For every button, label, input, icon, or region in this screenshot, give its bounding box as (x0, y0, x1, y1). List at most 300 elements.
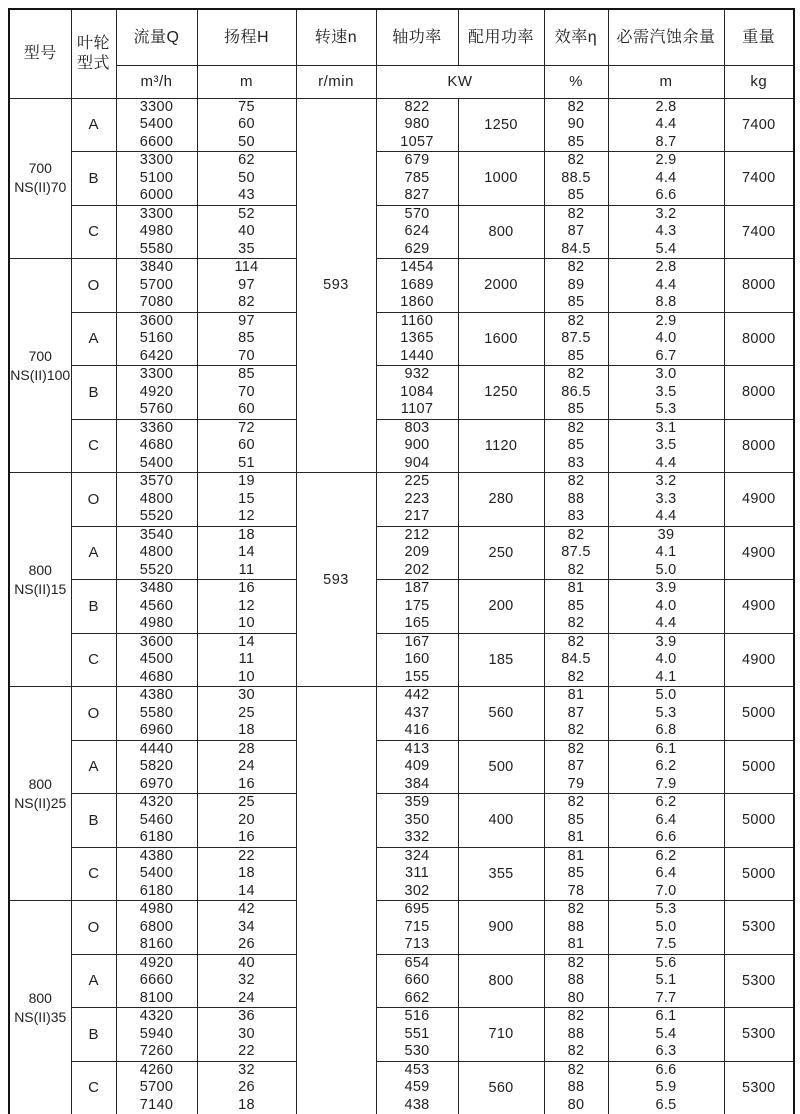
cell-npsh (608, 794, 724, 848)
model-code: NS(II)100 (10, 366, 71, 383)
cell-head (197, 954, 296, 1008)
flow-value: 4680 (139, 668, 174, 685)
head-value: 22 (238, 847, 255, 864)
efficiency-value: 87 (567, 704, 585, 721)
model-code: NS(II)15 (14, 580, 67, 597)
shaft-power-value: 827 (404, 187, 430, 203)
cell-npsh (608, 687, 724, 741)
cell-weight: 7400 (724, 205, 794, 259)
head-value: 18 (238, 526, 255, 543)
cell-efficiency (544, 1008, 608, 1062)
npsh-value: 5.0 (655, 561, 677, 578)
shaft-power-value: 1860 (400, 294, 434, 310)
cell-flow (116, 526, 197, 580)
npsh-value: 6.1 (655, 740, 677, 757)
shaft-power-value: 624 (404, 223, 430, 239)
efficiency-value: 88 (567, 1079, 585, 1095)
head-value: 16 (238, 829, 255, 845)
cell-impeller-type: A (71, 98, 116, 152)
shaft-power-value: 695 (404, 901, 430, 917)
head-value: 18 (238, 722, 255, 738)
npsh-value: 6.6 (655, 1061, 677, 1078)
cell-weight: 5300 (724, 1008, 794, 1062)
npsh-value: 4.4 (655, 169, 677, 186)
flow-value: 6180 (139, 829, 174, 845)
table-row (9, 580, 794, 634)
cell-npsh (608, 366, 724, 420)
cell-head (197, 205, 296, 259)
head-value: 24 (238, 758, 255, 774)
cell-impeller-type: A (71, 954, 116, 1008)
table-row (9, 954, 794, 1008)
cell-npsh (608, 526, 724, 580)
shaft-power-value: 1365 (400, 330, 434, 346)
cell-flow (116, 1061, 197, 1114)
efficiency-value: 85 (567, 811, 585, 828)
npsh-value: 6.6 (655, 829, 677, 845)
cell-model (9, 687, 71, 901)
flow-value: 4560 (139, 597, 174, 614)
cell-flow (116, 152, 197, 206)
efficiency-value: 83 (567, 508, 585, 524)
shaft-power-value: 654 (404, 954, 430, 971)
head-value: 12 (238, 508, 255, 524)
unit-head: m (197, 65, 296, 98)
cell-impeller-type: C (71, 419, 116, 473)
npsh-value: 5.4 (655, 1025, 677, 1042)
efficiency-value: 82 (567, 954, 585, 971)
head-value: 97 (238, 276, 255, 293)
cell-shaft-power (376, 205, 458, 259)
efficiency-value: 82 (567, 473, 585, 489)
flow-value: 4800 (139, 544, 174, 560)
table-row (9, 259, 794, 313)
npsh-value: 6.2 (655, 847, 677, 864)
npsh-value: 6.8 (655, 722, 677, 738)
npsh-value: 5.6 (655, 954, 677, 971)
model-series: 800 (28, 561, 52, 578)
cell-weight: 4900 (724, 633, 794, 687)
cell-impeller-type: B (71, 580, 116, 634)
efficiency-value: 82 (567, 722, 585, 738)
cell-shaft-power (376, 366, 458, 420)
cell-model (9, 473, 71, 687)
head-value: 11 (238, 651, 255, 667)
efficiency-value: 82 (567, 561, 585, 578)
flow-value: 3300 (139, 98, 174, 115)
flow-value: 4320 (139, 794, 174, 810)
head-value: 50 (238, 169, 255, 186)
shaft-power-value: 713 (404, 936, 430, 952)
header-weight: 重量 (724, 9, 794, 65)
shaft-power-value: 932 (404, 366, 430, 382)
cell-shaft-power (376, 901, 458, 955)
head-value: 40 (238, 954, 255, 971)
cell-impeller-type: B (71, 152, 116, 206)
cell-shaft-power (376, 312, 458, 366)
efficiency-value: 85 (567, 294, 585, 310)
flow-value: 6660 (139, 972, 174, 988)
cell-shaft-power (376, 419, 458, 473)
efficiency-value: 88 (567, 490, 585, 507)
flow-value: 7140 (139, 1096, 174, 1113)
flow-value: 4980 (139, 223, 174, 239)
efficiency-value: 82 (567, 1043, 585, 1059)
efficiency-value: 87.5 (561, 544, 591, 560)
cell-weight: 5300 (724, 1061, 794, 1114)
npsh-value: 4.4 (655, 508, 677, 524)
cell-impeller-type: A (71, 312, 116, 366)
shaft-power-value: 629 (404, 240, 430, 257)
head-value: 52 (238, 205, 255, 222)
efficiency-value: 81 (567, 687, 585, 703)
cell-npsh (608, 205, 724, 259)
model-series: 800 (28, 989, 52, 1006)
efficiency-value: 82 (567, 794, 585, 810)
shaft-power-value: 311 (404, 865, 430, 881)
efficiency-value: 82 (567, 366, 585, 382)
efficiency-value: 82 (567, 1061, 585, 1078)
shaft-power-value: 438 (404, 1096, 430, 1113)
cell-shaft-power (376, 1008, 458, 1062)
cell-rated-power: 1250 (458, 366, 544, 420)
head-value: 114 (234, 259, 259, 275)
head-value: 32 (238, 972, 255, 988)
flow-value: 4320 (139, 1008, 174, 1024)
npsh-value: 5.3 (655, 401, 677, 417)
head-value: 18 (238, 865, 255, 881)
flow-value: 5460 (139, 811, 174, 828)
npsh-value: 3.9 (655, 580, 677, 596)
cell-npsh (608, 580, 724, 634)
efficiency-value: 82 (567, 419, 585, 436)
flow-value: 5160 (139, 330, 174, 346)
head-value: 60 (238, 437, 255, 453)
unit-efficiency: % (544, 65, 608, 98)
shaft-power-value: 332 (404, 829, 430, 845)
cell-shaft-power (376, 152, 458, 206)
flow-value: 7080 (139, 294, 174, 310)
head-value: 70 (238, 383, 255, 400)
shaft-power-value: 551 (404, 1025, 430, 1042)
cell-flow (116, 687, 197, 741)
npsh-value: 4.4 (655, 454, 677, 471)
cell-flow (116, 419, 197, 473)
npsh-value: 3.1 (655, 419, 677, 436)
cell-speed: 593 (296, 98, 376, 473)
cell-impeller-type: A (71, 740, 116, 794)
cell-flow (116, 580, 197, 634)
efficiency-value: 80 (567, 1096, 585, 1113)
shaft-power-value: 167 (404, 633, 430, 650)
efficiency-value: 82 (567, 633, 585, 650)
shaft-power-value: 416 (404, 722, 430, 738)
shaft-power-value: 437 (404, 704, 430, 721)
flow-value: 3300 (139, 366, 174, 382)
cell-weight: 7400 (724, 152, 794, 206)
efficiency-value: 88.5 (561, 169, 591, 186)
cell-flow (116, 473, 197, 527)
shaft-power-value: 359 (404, 794, 430, 810)
cell-shaft-power (376, 473, 458, 527)
shaft-power-value: 1440 (400, 347, 434, 364)
cell-impeller-type: O (71, 473, 116, 527)
cell-flow (116, 633, 197, 687)
flow-value: 8160 (139, 936, 174, 952)
npsh-value: 4.0 (655, 597, 677, 614)
cell-head (197, 473, 296, 527)
cell-rated-power: 500 (458, 740, 544, 794)
cell-rated-power: 400 (458, 794, 544, 848)
efficiency-value: 82 (567, 526, 585, 543)
npsh-value: 2.8 (655, 98, 677, 115)
efficiency-value: 82 (567, 1008, 585, 1024)
cell-rated-power: 800 (458, 954, 544, 1008)
efficiency-value: 85 (567, 865, 585, 881)
flow-value: 3300 (139, 205, 174, 222)
head-value: 34 (238, 918, 255, 935)
cell-head (197, 312, 296, 366)
npsh-value: 4.4 (655, 116, 677, 132)
npsh-value: 5.0 (655, 918, 677, 935)
flow-value: 6420 (139, 347, 174, 364)
cell-head (197, 419, 296, 473)
cell-efficiency (544, 580, 608, 634)
shaft-power-value: 570 (404, 205, 430, 222)
table-row (9, 312, 794, 366)
npsh-value: 4.0 (655, 651, 677, 667)
cell-efficiency (544, 98, 608, 152)
head-value: 14 (238, 544, 255, 560)
head-value: 22 (238, 1043, 255, 1059)
shaft-power-value: 904 (404, 454, 430, 471)
npsh-value: 7.0 (655, 882, 677, 899)
cell-npsh (608, 152, 724, 206)
efficiency-value: 82 (567, 615, 585, 631)
table-row (9, 205, 794, 259)
cell-head (197, 259, 296, 313)
cell-head (197, 1008, 296, 1062)
shaft-power-value: 822 (404, 98, 430, 115)
head-value: 26 (238, 936, 255, 952)
head-value: 60 (238, 116, 255, 132)
cell-model (9, 901, 71, 1114)
efficiency-value: 78 (567, 882, 585, 899)
head-value: 11 (238, 561, 255, 578)
table-row (9, 740, 794, 794)
cell-speed: 593 (296, 473, 376, 687)
shaft-power-value: 803 (404, 419, 430, 436)
flow-value: 3360 (139, 419, 174, 436)
head-value: 82 (238, 294, 255, 310)
flow-value: 7260 (139, 1043, 174, 1059)
cell-rated-power: 560 (458, 687, 544, 741)
shaft-power-value: 1160 (400, 312, 434, 329)
npsh-value: 4.3 (655, 223, 677, 239)
unit-flow: m³/h (116, 65, 197, 98)
cell-rated-power: 185 (458, 633, 544, 687)
efficiency-value: 84.5 (561, 240, 591, 257)
shaft-power-value: 459 (404, 1079, 430, 1095)
flow-value: 4980 (139, 615, 174, 631)
flow-value: 4380 (139, 847, 174, 864)
table-row (9, 633, 794, 687)
shaft-power-value: 1454 (400, 259, 434, 275)
head-value: 24 (238, 989, 255, 1006)
head-value: 25 (238, 794, 255, 810)
efficiency-value: 79 (567, 775, 585, 792)
efficiency-value: 85 (567, 187, 585, 203)
flow-value: 3480 (139, 580, 174, 596)
shaft-power-value: 217 (404, 508, 430, 524)
npsh-value: 4.4 (655, 276, 677, 293)
model-code: NS(II)70 (14, 179, 67, 196)
head-value: 30 (238, 687, 255, 703)
efficiency-value: 82 (567, 152, 585, 168)
flow-value: 4440 (139, 740, 174, 757)
table-row (9, 473, 794, 527)
cell-shaft-power (376, 98, 458, 152)
shaft-power-value: 1689 (400, 276, 434, 293)
cell-head (197, 687, 296, 741)
npsh-value: 6.2 (655, 794, 677, 810)
head-value: 60 (238, 401, 255, 417)
cell-npsh (608, 633, 724, 687)
npsh-value: 3.3 (655, 490, 677, 507)
cell-efficiency (544, 954, 608, 1008)
head-value: 72 (238, 419, 255, 436)
table-header (9, 9, 794, 98)
header-shaft-power: 轴功率 (376, 9, 458, 65)
shaft-power-value: 155 (404, 668, 430, 685)
cell-weight: 7400 (724, 98, 794, 152)
table-row (9, 794, 794, 848)
head-value: 16 (238, 775, 255, 792)
cell-weight: 5000 (724, 687, 794, 741)
cell-npsh (608, 901, 724, 955)
flow-value: 3540 (139, 526, 174, 543)
header-flow: 流量Q (116, 9, 197, 65)
flow-value: 5520 (139, 561, 174, 578)
shaft-power-value: 350 (404, 811, 430, 828)
cell-impeller-type: C (71, 1061, 116, 1114)
head-value: 62 (238, 152, 255, 168)
flow-value: 4800 (139, 490, 174, 507)
shaft-power-value: 209 (404, 544, 430, 560)
shaft-power-value: 900 (404, 437, 430, 453)
shaft-power-value: 202 (404, 561, 430, 578)
unit-speed: r/min (296, 65, 376, 98)
cell-impeller-type: B (71, 366, 116, 420)
flow-value: 5580 (139, 704, 174, 721)
cell-head (197, 794, 296, 848)
efficiency-value: 81 (567, 936, 585, 952)
head-value: 30 (238, 1025, 255, 1042)
cell-efficiency (544, 847, 608, 901)
cell-rated-power: 2000 (458, 259, 544, 313)
cell-npsh (608, 473, 724, 527)
cell-flow (116, 98, 197, 152)
cell-impeller-type: O (71, 687, 116, 741)
cell-impeller-type: A (71, 526, 116, 580)
cell-shaft-power (376, 580, 458, 634)
cell-npsh (608, 98, 724, 152)
shaft-power-value: 1107 (400, 401, 434, 417)
table-row (9, 419, 794, 473)
cell-flow (116, 794, 197, 848)
cell-shaft-power (376, 633, 458, 687)
head-value: 14 (238, 633, 255, 650)
npsh-value: 5.1 (655, 972, 677, 988)
cell-flow (116, 259, 197, 313)
head-value: 28 (238, 740, 255, 757)
npsh-value: 7.7 (655, 989, 677, 1006)
shaft-power-value: 413 (404, 740, 430, 757)
table-row (9, 526, 794, 580)
cell-head (197, 847, 296, 901)
pump-spec-table (8, 8, 795, 1114)
cell-rated-power: 355 (458, 847, 544, 901)
flow-value: 3840 (139, 259, 174, 275)
head-value: 40 (238, 223, 255, 239)
cell-speed (296, 687, 376, 1114)
head-value: 75 (238, 98, 255, 115)
cell-shaft-power (376, 259, 458, 313)
npsh-value: 3.2 (655, 473, 677, 489)
efficiency-value: 85 (567, 437, 585, 453)
head-value: 10 (238, 615, 255, 631)
efficiency-value: 87 (567, 758, 585, 774)
unit-weight: kg (724, 65, 794, 98)
unit-power-kw: KW (376, 65, 544, 98)
cell-impeller-type: C (71, 205, 116, 259)
efficiency-value: 80 (567, 989, 585, 1006)
npsh-value: 8.8 (655, 294, 677, 310)
cell-head (197, 633, 296, 687)
table-row (9, 1061, 794, 1114)
cell-shaft-power (376, 954, 458, 1008)
cell-head (197, 152, 296, 206)
cell-npsh (608, 847, 724, 901)
npsh-value: 4.1 (655, 544, 677, 560)
head-value: 19 (238, 473, 255, 489)
head-value: 14 (238, 882, 255, 899)
cell-flow (116, 740, 197, 794)
cell-impeller-type: B (71, 1008, 116, 1062)
flow-value: 6960 (139, 722, 174, 738)
cell-weight: 4900 (724, 580, 794, 634)
efficiency-value: 85 (567, 133, 585, 150)
efficiency-value: 87.5 (561, 330, 591, 346)
npsh-value: 3.5 (655, 383, 677, 400)
flow-value: 3570 (139, 473, 174, 489)
npsh-value: 4.4 (655, 615, 677, 631)
shaft-power-value: 530 (404, 1043, 430, 1059)
cell-efficiency (544, 901, 608, 955)
model-series: 700 (28, 347, 52, 364)
flow-value: 4500 (139, 651, 174, 667)
npsh-value: 5.4 (655, 240, 677, 257)
flow-value: 4260 (139, 1061, 174, 1078)
efficiency-value: 86.5 (561, 383, 591, 400)
cell-shaft-power (376, 526, 458, 580)
flow-value: 4920 (139, 954, 174, 971)
efficiency-value: 85 (567, 597, 585, 614)
cell-efficiency (544, 1061, 608, 1114)
head-value: 51 (238, 454, 255, 471)
efficiency-value: 81 (567, 829, 585, 845)
shaft-power-value: 160 (404, 651, 430, 667)
